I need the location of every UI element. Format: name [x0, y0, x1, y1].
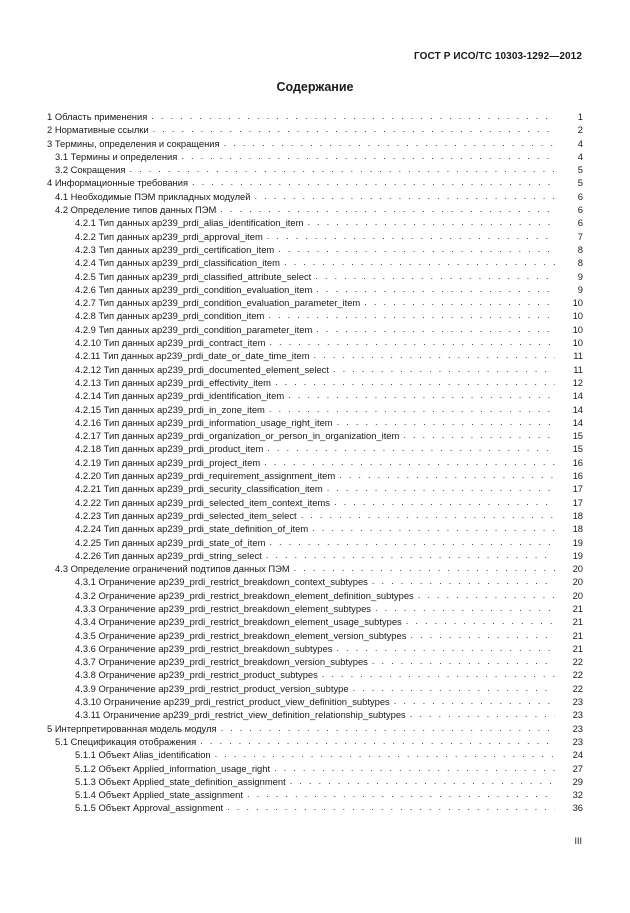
toc-entry-page: 23	[572, 709, 583, 721]
toc-entry[interactable]	[47, 575, 583, 588]
toc-entry-label: 4.3 Определение ограничений подтипов данных ПЭМ	[55, 563, 290, 575]
toc-entry[interactable]	[47, 336, 583, 349]
toc-entry-page: 6	[577, 217, 583, 229]
toc-leader-dots	[284, 256, 555, 266]
toc-entry[interactable]	[47, 801, 583, 814]
toc-leader-dots	[264, 456, 555, 466]
toc-entry-label: 3.1 Термины и определения	[55, 150, 178, 162]
toc-entry-page: 10	[572, 337, 583, 349]
toc-entry[interactable]	[47, 589, 583, 602]
toc-entry-page: 27	[572, 762, 583, 774]
toc-entry[interactable]	[47, 562, 583, 575]
toc-leader-dots	[339, 469, 555, 479]
toc-entry-label: 4.2.5 Тип данных ap239_prdi_classified_attribute_select	[75, 270, 312, 282]
toc-entry[interactable]	[47, 456, 583, 469]
toc-entry-page: 6	[577, 204, 583, 216]
toc-leader-dots	[336, 642, 555, 652]
toc-entry[interactable]	[47, 762, 583, 775]
toc-entry-page: 23	[572, 722, 583, 734]
toc-entry-label: 4.3.11 Ограничение ap239_prdi_restrict_view_definition_relationship_subtypes	[75, 709, 406, 721]
toc-entry-label: 1 Область применения	[47, 111, 148, 122]
toc-entry-label: 4.2.3 Тип данных ap239_prdi_certification_item	[75, 243, 275, 255]
toc-entry-page: 18	[572, 523, 583, 535]
toc-leader-dots	[181, 150, 555, 160]
toc-entry-page: 14	[572, 390, 583, 402]
toc-entry-label: 4.2.7 Тип данных ap239_prdi_condition_evaluation_parameter_item	[75, 297, 361, 309]
toc-leader-dots	[221, 722, 555, 732]
toc-entry-label: 4.2.2 Тип данных ap239_prdi_approval_item	[75, 230, 263, 242]
toc-entry-label: 4.3.3 Ограничение ap239_prdi_restrict_breakdown_element_subtypes	[75, 602, 371, 614]
toc-entry[interactable]	[47, 442, 583, 455]
toc-entry-label: 5.1 Спецификация отображения	[55, 735, 197, 747]
toc-entry[interactable]	[47, 349, 583, 362]
toc-entry-page: 16	[572, 470, 583, 482]
toc-leader-dots	[334, 496, 555, 506]
toc-leader-dots	[410, 708, 555, 718]
toc-entry[interactable]	[47, 735, 583, 748]
toc-entry-page: 24	[572, 749, 583, 761]
toc-entry-label: 4.2.21 Тип данных ap239_prdi_security_classification_item	[75, 483, 323, 495]
toc-entry[interactable]	[47, 137, 583, 150]
toc-entry-label: 4.3.1 Ограничение ap239_prdi_restrict_breakdown_context_subtypes	[75, 576, 368, 588]
toc-entry[interactable]	[47, 363, 583, 376]
toc-entry-page: 1	[577, 111, 583, 122]
toc-entry[interactable]	[47, 110, 583, 123]
toc-entry[interactable]	[47, 748, 583, 761]
toc-entry[interactable]	[47, 216, 583, 229]
toc-entry-page: 21	[572, 602, 583, 614]
toc-entry-label: 5.1.2 Объект Applied_information_usage_right	[75, 762, 271, 774]
toc-entry[interactable]	[47, 176, 583, 189]
toc-entry-page: 4	[577, 137, 583, 149]
toc-entry-label: 4.2.15 Тип данных ap239_prdi_in_zone_item	[75, 403, 265, 415]
toc-leader-dots	[153, 123, 555, 133]
toc-entry[interactable]	[47, 256, 583, 269]
toc-entry-label: 4.2.12 Тип данных ap239_prdi_documented_element_select	[75, 363, 329, 375]
toc-entry-page: 9	[577, 270, 583, 282]
toc-leader-dots	[353, 682, 555, 692]
toc-leader-dots	[327, 482, 555, 492]
toc-leader-dots	[316, 283, 555, 293]
toc-entry-page: 20	[572, 589, 583, 601]
toc-entry-page: 10	[572, 323, 583, 335]
toc-entry-label: 5.1.4 Объект Applied_state_assignment	[75, 789, 243, 801]
page-number: III	[574, 836, 582, 846]
toc-entry-page: 20	[572, 563, 583, 575]
toc-entry[interactable]	[47, 469, 583, 482]
toc-entry-label: 4.3.8 Ограничение ap239_prdi_restrict_product_subtypes	[75, 669, 318, 681]
toc-entry-page: 29	[572, 775, 583, 787]
toc-leader-dots	[372, 575, 555, 585]
toc-leader-dots	[224, 137, 555, 147]
document-code-header: ГОСТ Р ИСО/ТС 10303-1292—2012	[414, 51, 582, 62]
toc-entry-page: 12	[572, 376, 583, 388]
toc-entry-label: 4.2.6 Тип данных ap239_prdi_condition_evaluation_item	[75, 283, 313, 295]
toc-entry-label: 4.2.17 Тип данных ap239_prdi_organization_or_person_in_organization_item	[75, 430, 400, 442]
toc-entry[interactable]	[47, 150, 583, 163]
toc-entry-page: 5	[577, 164, 583, 176]
toc-entry[interactable]	[47, 190, 583, 203]
toc-entry[interactable]	[47, 682, 583, 695]
toc-entry-page: 10	[572, 297, 583, 309]
toc-entry-label: 5.1.1 Объект Alias_identification	[75, 749, 211, 761]
toc-entry-page: 22	[572, 669, 583, 681]
toc-entry-label: 4.2.22 Тип данных ap239_prdi_selected_item_context_items	[75, 496, 330, 508]
toc-leader-dots	[269, 536, 555, 546]
toc-entry-page: 15	[572, 430, 583, 442]
toc-entry-page: 22	[572, 656, 583, 668]
toc-entry-label: 4.3.4 Ограничение ap239_prdi_restrict_breakdown_element_usage_subtypes	[75, 616, 402, 628]
toc-entry-page: 32	[572, 789, 583, 801]
toc-entry[interactable]	[47, 416, 583, 429]
toc-entry-page: 19	[572, 536, 583, 548]
toc-leader-dots	[278, 243, 555, 253]
toc-entry[interactable]	[47, 788, 583, 801]
toc-entry-label: 4.3.9 Ограничение ap239_prdi_restrict_product_version_subtype	[75, 682, 349, 694]
toc-leader-dots	[372, 655, 555, 665]
toc-entry-label: 5.1.5 Объект Approval_assignment	[75, 802, 224, 814]
toc-leader-dots	[375, 602, 555, 612]
toc-entry[interactable]	[47, 695, 583, 708]
toc-entry[interactable]	[47, 615, 583, 628]
toc-entry[interactable]	[47, 509, 583, 522]
toc-entry-label: 4.2.18 Тип данных ap239_prdi_product_item	[75, 443, 264, 455]
toc-entry-page: 6	[577, 190, 583, 202]
toc-entry-label: 4.2.9 Тип данных ap239_prdi_condition_parameter_item	[75, 323, 313, 335]
toc-entry-page: 10	[572, 310, 583, 322]
toc-entry-label: 4.3.7 Ограничение ap239_prdi_restrict_breakdown_version_subtypes	[75, 656, 368, 668]
toc-entry-label: 4.2.10 Тип данных ap239_prdi_contract_item	[75, 337, 266, 349]
toc-leader-dots	[322, 668, 555, 678]
toc-leader-dots	[315, 270, 555, 280]
toc-entry[interactable]	[47, 496, 583, 509]
toc-entry-page: 16	[572, 456, 583, 468]
toc-entry[interactable]	[47, 403, 583, 416]
toc-leader-dots	[215, 748, 555, 758]
toc-leader-dots	[267, 230, 555, 240]
toc-entry[interactable]	[47, 243, 583, 256]
toc-leader-dots	[406, 615, 555, 625]
toc-entry-page: 23	[572, 735, 583, 747]
toc-entry-label: 4.3.10 Ограничение ap239_prdi_restrict_product_view_definition_subtypes	[75, 696, 390, 708]
toc-entry-page: 22	[572, 682, 583, 694]
toc-leader-dots	[403, 429, 555, 439]
toc-entry-label: 4.2.20 Тип данных ap239_prdi_requirement_assignment_item	[75, 470, 336, 482]
toc-entry-label: 3.2 Сокращения	[55, 164, 126, 176]
toc-entry-page: 17	[572, 483, 583, 495]
toc-leader-dots	[247, 788, 555, 798]
toc-entry[interactable]	[47, 376, 583, 389]
toc-leader-dots	[333, 363, 555, 373]
toc-entry[interactable]	[47, 522, 583, 535]
toc-entry-page: 7	[577, 230, 583, 242]
toc-leader-dots	[307, 216, 555, 226]
toc-entry-label: 4.2.25 Тип данных ap239_prdi_state_of_item	[75, 536, 266, 548]
toc-entry-label: 4.2.8 Тип данных ap239_prdi_condition_item	[75, 310, 265, 322]
toc-entry[interactable]	[47, 429, 583, 442]
toc-entry-page: 20	[572, 576, 583, 588]
toc-entry-label: 4.2.13 Тип данных ap239_prdi_effectivity_item	[75, 376, 271, 388]
toc-entry[interactable]	[47, 602, 583, 615]
toc-entry-label: 4.2.1 Тип данных ap239_prdi_alias_identification_item	[75, 217, 304, 229]
toc-leader-dots	[288, 389, 555, 399]
toc-leader-dots	[275, 376, 555, 386]
page-title: Содержание	[276, 80, 354, 94]
toc-entry-page: 14	[572, 416, 583, 428]
toc-entry[interactable]	[47, 270, 583, 283]
toc-entry-label: 5 Интерпретированная модель модуля	[47, 722, 217, 734]
toc-leader-dots	[337, 416, 555, 426]
toc-leader-dots	[129, 163, 555, 173]
toc-entry[interactable]	[47, 389, 583, 402]
toc-entry-label: 4.1 Необходимые ПЭМ прикладных модулей	[55, 190, 251, 202]
toc-leader-dots	[227, 801, 555, 811]
toc-leader-dots	[274, 762, 555, 772]
toc-entry[interactable]	[47, 309, 583, 322]
toc-entry[interactable]	[47, 549, 583, 562]
toc-entry-label: 4.2.23 Тип данных ap239_prdi_selected_item_select	[75, 509, 297, 521]
toc-entry-page: 36	[572, 802, 583, 814]
toc-entry-page: 14	[572, 403, 583, 415]
toc-entry[interactable]	[47, 163, 583, 176]
toc-leader-dots	[200, 735, 555, 745]
toc-leader-dots	[269, 403, 555, 413]
toc-entry-label: 4.3.2 Ограничение ap239_prdi_restrict_breakdown_element_definition_subtypes	[75, 589, 414, 601]
toc-entry-label: 2 Нормативные ссылки	[47, 124, 149, 136]
toc-entry[interactable]	[47, 642, 583, 655]
toc-entry[interactable]	[47, 323, 583, 336]
toc-entry[interactable]	[47, 203, 583, 216]
toc-entry-label: 4.2 Определение типов данных ПЭМ	[55, 204, 217, 216]
toc-entry-page: 19	[572, 549, 583, 561]
toc-entry-page: 21	[572, 629, 583, 641]
toc-entry-page: 15	[572, 443, 583, 455]
toc-entry-page: 5	[577, 177, 583, 189]
toc-entry-page: 18	[572, 509, 583, 521]
toc-entry-page: 21	[572, 616, 583, 628]
toc-entry-label: 4.2.24 Тип данных ap239_prdi_state_definition_of_item	[75, 523, 309, 535]
toc-entry-page: 9	[577, 283, 583, 295]
toc-leader-dots	[267, 442, 555, 452]
toc-entry[interactable]	[47, 123, 583, 136]
toc-entry-page: 11	[573, 350, 583, 362]
table-of-contents	[47, 110, 583, 815]
toc-entry-page: 8	[577, 243, 583, 255]
toc-entry[interactable]	[47, 536, 583, 549]
toc-leader-dots	[266, 549, 555, 559]
toc-leader-dots	[294, 562, 555, 572]
toc-entry[interactable]	[47, 708, 583, 721]
toc-leader-dots	[269, 336, 555, 346]
toc-entry-label: 4 Информационные требования	[47, 177, 189, 189]
toc-entry[interactable]	[47, 722, 583, 735]
toc-leader-dots	[192, 176, 555, 186]
toc-entry-label: 4.2.19 Тип данных ap239_prdi_project_item	[75, 456, 261, 468]
toc-leader-dots	[394, 695, 555, 705]
toc-entry[interactable]	[47, 629, 583, 642]
toc-entry[interactable]	[47, 283, 583, 296]
toc-entry[interactable]	[47, 655, 583, 668]
toc-entry[interactable]	[47, 296, 583, 309]
toc-entry-label: 3 Термины, определения и сокращения	[47, 137, 220, 149]
toc-leader-dots	[301, 509, 555, 519]
toc-entry-page: 21	[572, 642, 583, 654]
toc-leader-dots	[410, 629, 555, 639]
toc-leader-dots	[312, 522, 555, 532]
toc-entry-label: 4.2.14 Тип данных ap239_prdi_identification_item	[75, 390, 285, 402]
toc-leader-dots	[255, 190, 555, 200]
toc-entry-label: 4.2.4 Тип данных ap239_prdi_classification_item	[75, 257, 280, 269]
toc-entry[interactable]	[47, 668, 583, 681]
toc-leader-dots	[151, 110, 555, 120]
toc-leader-dots	[268, 309, 555, 319]
toc-entry-label: 4.3.6 Ограничение ap239_prdi_restrict_breakdown_subtypes	[75, 642, 333, 654]
toc-entry-page: 2	[577, 124, 583, 136]
toc-entry-page: 8	[577, 257, 583, 269]
toc-entry-label: 4.2.26 Тип данных ap239_prdi_string_select	[75, 549, 262, 561]
toc-entry-page: 17	[572, 496, 583, 508]
toc-entry[interactable]	[47, 482, 583, 495]
toc-leader-dots	[290, 775, 555, 785]
toc-entry[interactable]	[47, 230, 583, 243]
toc-leader-dots	[220, 203, 555, 213]
toc-leader-dots	[314, 349, 555, 359]
toc-entry[interactable]	[47, 775, 583, 788]
toc-entry-page: 4	[577, 150, 583, 162]
toc-leader-dots	[316, 323, 555, 333]
toc-leader-dots	[364, 296, 555, 306]
toc-entry-label: 4.2.16 Тип данных ap239_prdi_information_usage_right_item	[75, 416, 333, 428]
toc-entry-label: 4.3.5 Ограничение ap239_prdi_restrict_breakdown_element_version_subtypes	[75, 629, 407, 641]
toc-entry-page: 23	[572, 696, 583, 708]
toc-entry-label: 5.1.3 Объект Applied_state_definition_assignment	[75, 775, 286, 787]
toc-leader-dots	[418, 589, 555, 599]
toc-entry-label: 4.2.11 Тип данных ap239_prdi_date_or_date_time_item	[75, 350, 310, 362]
toc-entry-page: 11	[573, 363, 583, 375]
